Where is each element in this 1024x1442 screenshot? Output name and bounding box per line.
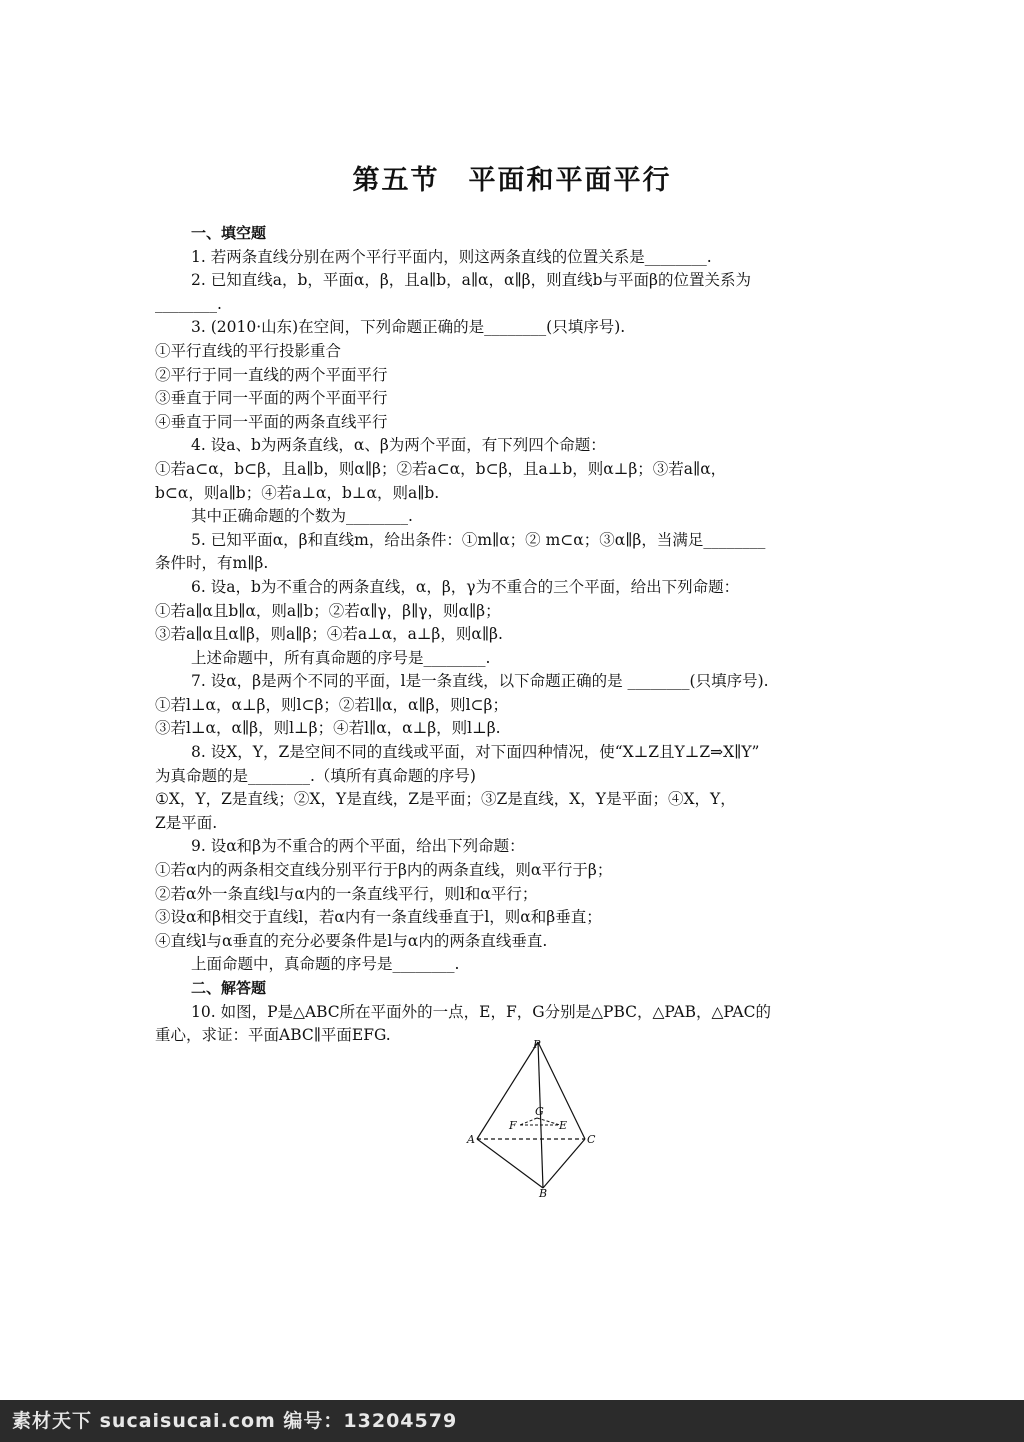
label-F: F — [509, 1119, 517, 1132]
text-line: 1. 若两条直线分别在两个平行平面内，则这两条直线的位置关系是________. — [191, 247, 712, 266]
text-line: ③若l⊥α，α∥β，则l⊥β；④若l∥α，α⊥β，则l⊥β. — [155, 719, 501, 738]
text-line: 4. 设a、b为两条直线，α、β为两个平面，有下列四个命题： — [191, 436, 606, 455]
text-line: Z是平面. — [155, 813, 218, 832]
text-line: 为真命题的是________.（填所有真命题的序号) — [155, 766, 476, 785]
text-line: ③设α和β相交于直线l，若α内有一条直线垂直于l，则α和β垂直； — [155, 908, 602, 927]
text-line: ________. — [155, 294, 222, 313]
text-line: 3. (2010·山东)在空间，下列命题正确的是________(只填序号). — [191, 318, 626, 337]
label-E: E — [559, 1119, 568, 1132]
text-line: b⊂α，则a∥b；④若a⊥α，b⊥α，则a∥b. — [155, 483, 440, 502]
text-line: ③若a∥α且α∥β，则a∥β；④若a⊥α，a⊥β，则α∥β. — [155, 625, 503, 644]
watermark-banner: 素材天下 sucaisucai.com 编号：13204579 — [0, 1400, 1024, 1442]
text-line: 7. 设α，β是两个不同的平面，l是一条直线，以下命题正确的是 ________(只填序号). — [191, 672, 769, 691]
label-B: B — [539, 1187, 548, 1198]
text-line: 8. 设X，Y，Z是空间不同的直线或平面，对下面四种情况，使“X⊥Z且Y⊥Z⇒X∥Y” — [191, 743, 760, 762]
text-line: 9. 设α和β为不重合的两个平面，给出下列命题： — [191, 837, 525, 856]
edge-GF — [520, 1118, 537, 1125]
text-line: 10. 如图，P是△ABC所在平面外的一点，E，F，G分别是△PBC，△PAB，△PAC的 — [191, 1002, 771, 1021]
label-C: C — [587, 1133, 596, 1146]
label-A: A — [467, 1133, 475, 1146]
tetrahedron-figure — [455, 1036, 605, 1198]
text-line: ①若a∥α且b∥α，则a∥b；②若α∥γ，β∥γ，则α∥β； — [155, 601, 501, 620]
text-line: ①若α内的两条相交直线分别平行于β内的两条直线，则α平行于β； — [155, 861, 613, 880]
section-heading: 二、解答题 — [191, 979, 267, 997]
text-line: 条件时，有m∥β. — [155, 554, 269, 573]
text-line: 5. 已知平面α，β和直线m，给出条件：①m∥α；② m⊂α；③α∥β，当满足________ — [191, 530, 766, 549]
edge-BC — [543, 1139, 585, 1188]
text-line: ②若α外一条直线l与α内的一条直线平行，则l和α平行； — [155, 884, 538, 903]
label-P: P — [533, 1038, 541, 1051]
text-line: 重心，求证：平面ABC∥平面EFG. — [155, 1026, 391, 1045]
text-line: 6. 设a，b为不重合的两条直线，α，β，γ为不重合的三个平面，给出下列命题： — [191, 577, 740, 596]
text-line: ①平行直线的平行投影重合 — [155, 341, 342, 360]
document-body — [155, 222, 871, 1048]
text-line: ①若l⊥α，α⊥β，则l⊂β；②若l∥α，α∥β，则l⊂β； — [155, 695, 508, 714]
text-line: ②平行于同一直线的两个平面平行 — [155, 365, 388, 384]
edge-PA — [477, 1042, 538, 1139]
edge-AB — [477, 1139, 543, 1188]
text-line: ①X，Y，Z是直线；②X，Y是直线，Z是平面；③Z是直线，X，Y是平面；④X，Y， — [155, 790, 736, 809]
section-heading: 一、填空题 — [191, 224, 267, 242]
text-line: 2. 已知直线a，b，平面α，β，且a∥b，a∥α，α∥β，则直线b与平面β的位置关系为 — [191, 271, 751, 290]
text-line: 上面命题中，真命题的序号是________. — [191, 955, 460, 974]
label-G: G — [535, 1105, 544, 1118]
text-line: 其中正确命题的个数为________. — [191, 507, 413, 526]
text-line: ④直线l与α垂直的充分必要条件是l与α内的两条直线垂直. — [155, 931, 548, 950]
text-line: ④垂直于同一平面的两条直线平行 — [155, 412, 388, 431]
text-line: 上述命题中，所有真命题的序号是________. — [191, 648, 491, 667]
page-title: 第五节 平面和平面平行 — [352, 165, 672, 196]
text-line: ①若a⊂α，b⊂β，且a∥b，则α∥β；②若a⊂α，b⊂β，且a⊥b，则α⊥β；③若a∥α， — [155, 459, 727, 478]
text-line: ③垂直于同一平面的两个平面平行 — [155, 389, 388, 408]
